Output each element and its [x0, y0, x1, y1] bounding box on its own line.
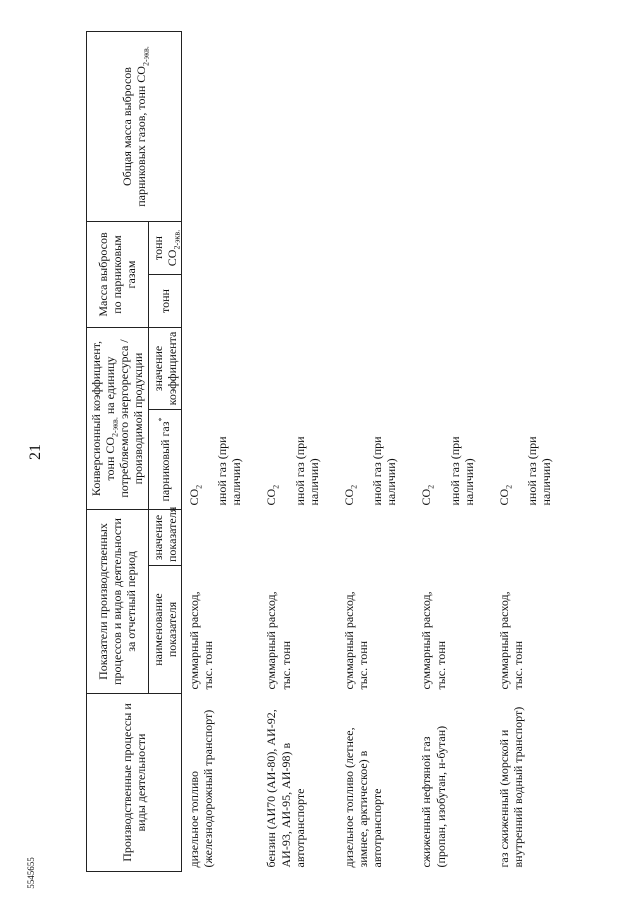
- total-cell: [181, 32, 259, 222]
- greenhouse-gas-cell: $CO_2$ иной газ (при наличии): [264, 436, 321, 506]
- table-row: [414, 32, 491, 872]
- table-row: [337, 32, 414, 872]
- header-indicators-group: Показатели производственных процессов и видов деятельности за отчетный период: [87, 510, 149, 694]
- indicator-name-cell: суммарный расход, тыс. тонн: [264, 591, 293, 690]
- indicator-value-cell: [414, 510, 491, 566]
- coefficient-cell: [337, 328, 414, 410]
- table-row: [492, 32, 569, 872]
- tonnes-co2eq-cell: [337, 222, 414, 275]
- process-cell: газ сжиженный (морской и внутренний водный транспорт): [496, 706, 525, 868]
- indicator-value-cell: [259, 510, 336, 566]
- process-cell: дизельное топливо (летнее, зимнее, арктическое) в автотранспорте: [341, 727, 385, 868]
- table-row: [259, 32, 336, 872]
- tonnes-cell: [492, 275, 569, 328]
- header-coefficient-value: значение коэффициента: [148, 328, 181, 410]
- page-number: 21: [27, 444, 44, 460]
- rotated-table-container: [86, 32, 632, 872]
- coefficient-cell: [259, 328, 336, 410]
- total-cell: [492, 32, 569, 222]
- greenhouse-gas-cell: $CO_2$ иной газ (при наличии): [186, 436, 244, 506]
- header-indicator-value: значение показателя: [148, 510, 181, 566]
- header-conversion-coefficient-group: Конверсионный коэффициент, тонн $CO_{2-экв.}$ на единицу потребляемого энергоресурса / производимой продукции: [87, 328, 149, 510]
- header-processes: Производственные процессы и виды деятельности: [87, 694, 182, 872]
- indicator-value-cell: [492, 510, 569, 566]
- header-greenhouse-gas: парниковый газ*: [148, 410, 181, 510]
- table-row: [181, 32, 259, 872]
- indicator-name-cell: суммарный расход, тыс. тонн: [419, 591, 448, 690]
- tonnes-cell: [259, 275, 336, 328]
- tonnes-co2eq-cell: [414, 222, 491, 275]
- header-emission-mass-group: Масса выбросов по парниковым газам: [87, 222, 149, 328]
- greenhouse-gas-cell: $CO_2$ иной газ (при наличии): [341, 436, 399, 506]
- indicator-value-cell: [181, 510, 259, 566]
- tonnes-co2eq-cell: [181, 222, 259, 275]
- coefficient-cell: [181, 328, 259, 410]
- indicator-name-cell: суммарный расход, тыс. тонн: [186, 591, 216, 690]
- emissions-table: [86, 31, 569, 872]
- header-tonnes-co2eq: тонн $CO_{2-экв.}$: [148, 222, 181, 275]
- greenhouse-gas-cell: $CO_2$ иной газ (при наличии): [496, 436, 554, 506]
- indicator-name-cell: суммарный расход, тыс. тонн: [341, 591, 371, 690]
- total-cell: [414, 32, 491, 222]
- process-cell: сжиженный нефтяной газ (пропан, изобутан, н-бутан): [419, 725, 448, 868]
- header-tonnes: тонн: [148, 275, 181, 328]
- tonnes-cell: [181, 275, 259, 328]
- tonnes-cell: [414, 275, 491, 328]
- document-number: 5545655: [26, 857, 36, 889]
- indicator-name-cell: суммарный расход, тыс. тонн: [496, 591, 525, 690]
- greenhouse-gas-cell: $CO_2$ иной газ (при наличии): [419, 436, 476, 506]
- process-cell: дизельное топливо (железнодорожный транспорт): [186, 709, 216, 868]
- tonnes-cell: [337, 275, 414, 328]
- total-cell: [337, 32, 414, 222]
- coefficient-cell: [492, 328, 569, 410]
- process-cell: бензин (АИ70 (АИ-80), АИ-92, АИ-93, АИ-95, АИ-98) в автотранспорте: [264, 709, 307, 868]
- total-cell: [259, 32, 336, 222]
- tonnes-co2eq-cell: [492, 222, 569, 275]
- header-total-emission-mass: Общая масса выбросов парниковых газов, тонн $CO_{2-экв.}$: [87, 32, 182, 222]
- coefficient-cell: [414, 328, 491, 410]
- indicator-value-cell: [337, 510, 414, 566]
- tonnes-co2eq-cell: [259, 222, 336, 275]
- header-indicator-name: наименование показателя: [148, 566, 181, 694]
